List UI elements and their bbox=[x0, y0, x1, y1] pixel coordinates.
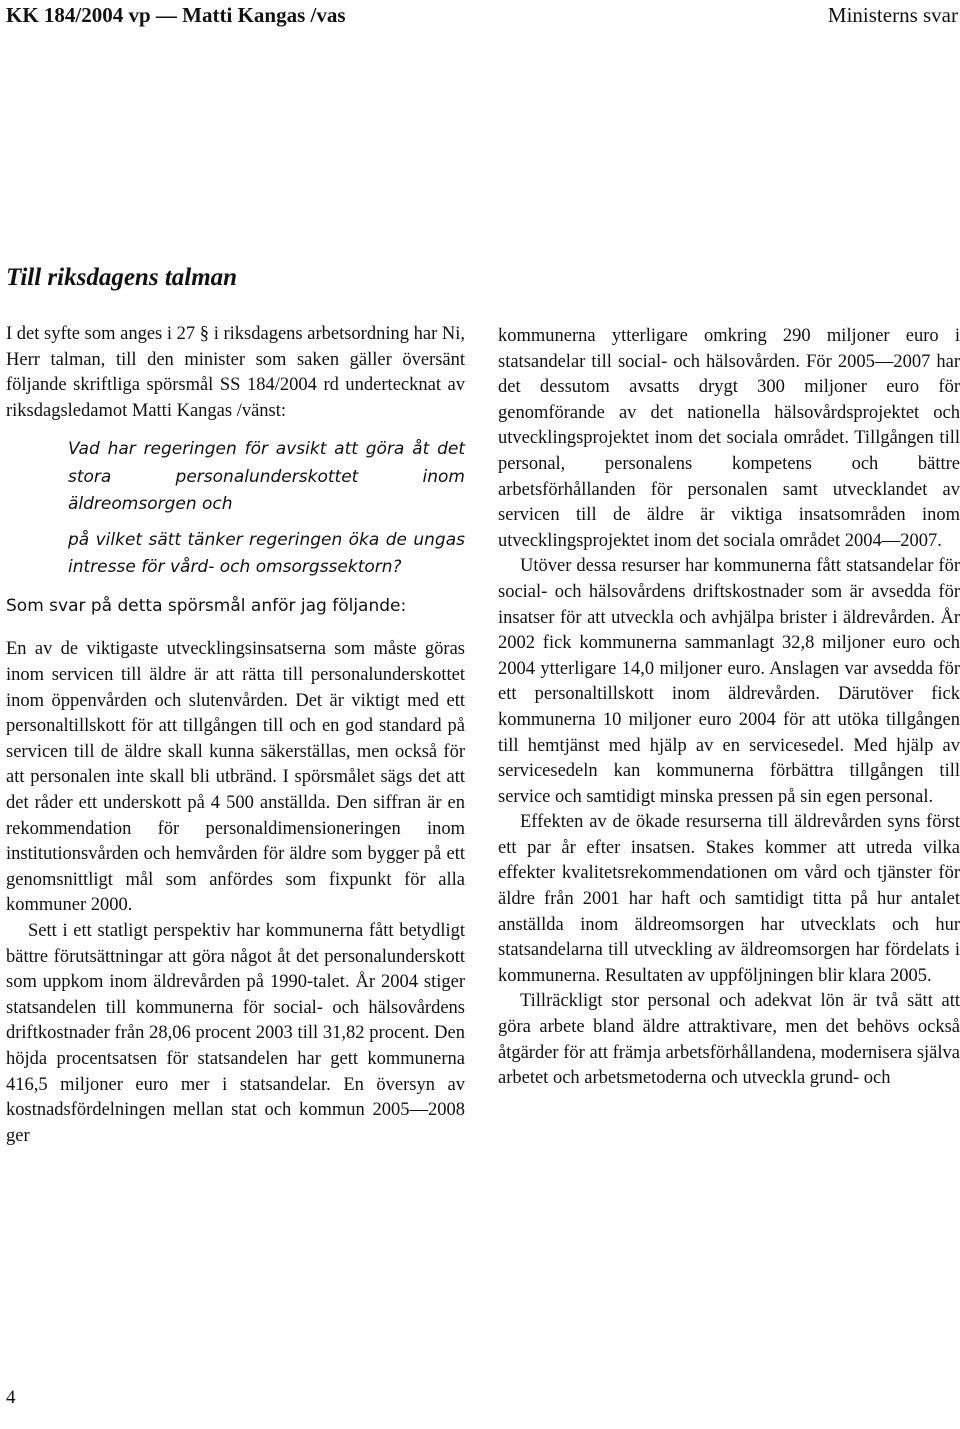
right-paragraph-2: Utöver dessa resurser har kommunerna fått statsandelar för social- och hälsovårdens driftskostnader som är avsedda för insatser för att utveckla och avhjälpa brister i äldrevården. År 2002 fick kommunerna sammanlagt 32,8 miljoner euro och 2004 ytterligare 14,0 miljoner euro. Anslagen var avsedda för ett personaltillskott inom äldrevården. Därutöver fick kommunerna 10 miljoner euro 2004 för att utöka tillgången till hemtjänst med hjälp av en servicesedel. Med hjälp av servicesedeln kan kommunerna förbättra tillgången till service och samtidigt minska pressen på sin egen personal. bbox=[498, 556, 960, 807]
right-column bbox=[498, 324, 960, 1092]
left-paragraph-1: En av de viktigaste utvecklingsinsatserna som måste göras inom servicen till äldre är att rätta till personalunderskottet inom öppenvården och slutenvården. Det är viktigt med ett personaltillskott för att tillgången till och en god standard på servicen till de äldre skall kunna säkerställas, men också för att personalen inte skall bli utbränd. I spörsmålet sägs det att det råder ett underskott på 4 500 anställda. Den siffran är en rekommendation för personaldimensioneringen inom institutionsvården och hemvården för äldre som bygger på ett genomsnittligt mål som anfördes som fixpunkt för alla kommuner 2000. bbox=[6, 639, 465, 916]
page-title: Till riksdagens talman bbox=[6, 264, 238, 291]
right-paragraph-1: kommunerna ytterligare omkring 290 miljoner euro i statsandelar till social- och hälsovården. För 2005—2007 har det dessutom avsatts drygt 300 miljoner euro för genomförande av det nationella hälsovårdsprojektet och utvecklingsprojektet inom det sociala området. Tillgången till personal, personalens kompetens och bättre arbetsförhållanden för personalen samt utvecklandet av servicen till de äldre är viktiga insatsområden inom utvecklingsprojektet inom det sociala området 2004—2007. bbox=[498, 326, 960, 551]
right-paragraph-3: Effekten av de ökade resurserna till äldrevården syns först ett par år efter insatsen. Stakes kommer att utreda vilka effekter kvalitetsrekommendationen om vård och tjänster för äldre från 2001 har haft och samtidigt titta på hur antalet anställda inom äldreomsorgen har utvecklats och hur statsandelarna till utveckling av äldreomsorgen har fördelats i kommunerna. Resultaten av uppföljningen blir klara 2005. bbox=[498, 812, 960, 986]
running-header-left: KK 184/2004 vp — Matti Kangas /vas bbox=[6, 3, 346, 27]
question-1: Vad har regeringen för avsikt att göra åt det stora personalunderskottet inom äldreomsorgen och bbox=[68, 439, 465, 515]
question-2: på vilket sätt tänker regeringen öka de ungas intresse för vård- och omsorgssektorn? bbox=[68, 529, 465, 578]
page-number: 4 bbox=[6, 1387, 16, 1408]
left-column bbox=[6, 322, 465, 1149]
right-paragraph-4: Tillräckligt stor personal och adekvat lön är två sätt att göra arbete bland äldre attraktivare, men det behövs också åtgärder för att främja arbetsförhållandena, modernisera själva arbetet och arbetsmetoderna och utveckla grund- och bbox=[498, 991, 960, 1089]
answer-intro: Som svar på detta spörsmål anför jag följande: bbox=[6, 595, 407, 616]
left-paragraph-2: Sett i ett statligt perspektiv har kommunerna fått betydligt bättre förutsättningar att göra något åt det personalunderskott som uppkom inom äldrevården på 1990-talet. År 2004 stiger statsandelen till kommunerna för social- och hälsovårdens driftkostnader från 28,06 procent 2003 till 31,82 procent. Den höjda procentsatsen för statsandelen har gett kommunerna 416,5 miljoner euro mer i statsandelar. En översyn av kostnadsfördelningen mellan stat och kommun 2005—2008 ger bbox=[6, 921, 465, 1146]
running-header-right: Ministerns svar bbox=[827, 3, 958, 27]
intro-paragraph: I det syfte som anges i 27 § i riksdagens arbetsordning har Ni, Herr talman, till den minister som saken gäller översänt följande skriftliga spörsmål SS 184/2004 rd undertecknat av riksdagsledamot Matti Kangas /vänst: bbox=[6, 324, 465, 421]
